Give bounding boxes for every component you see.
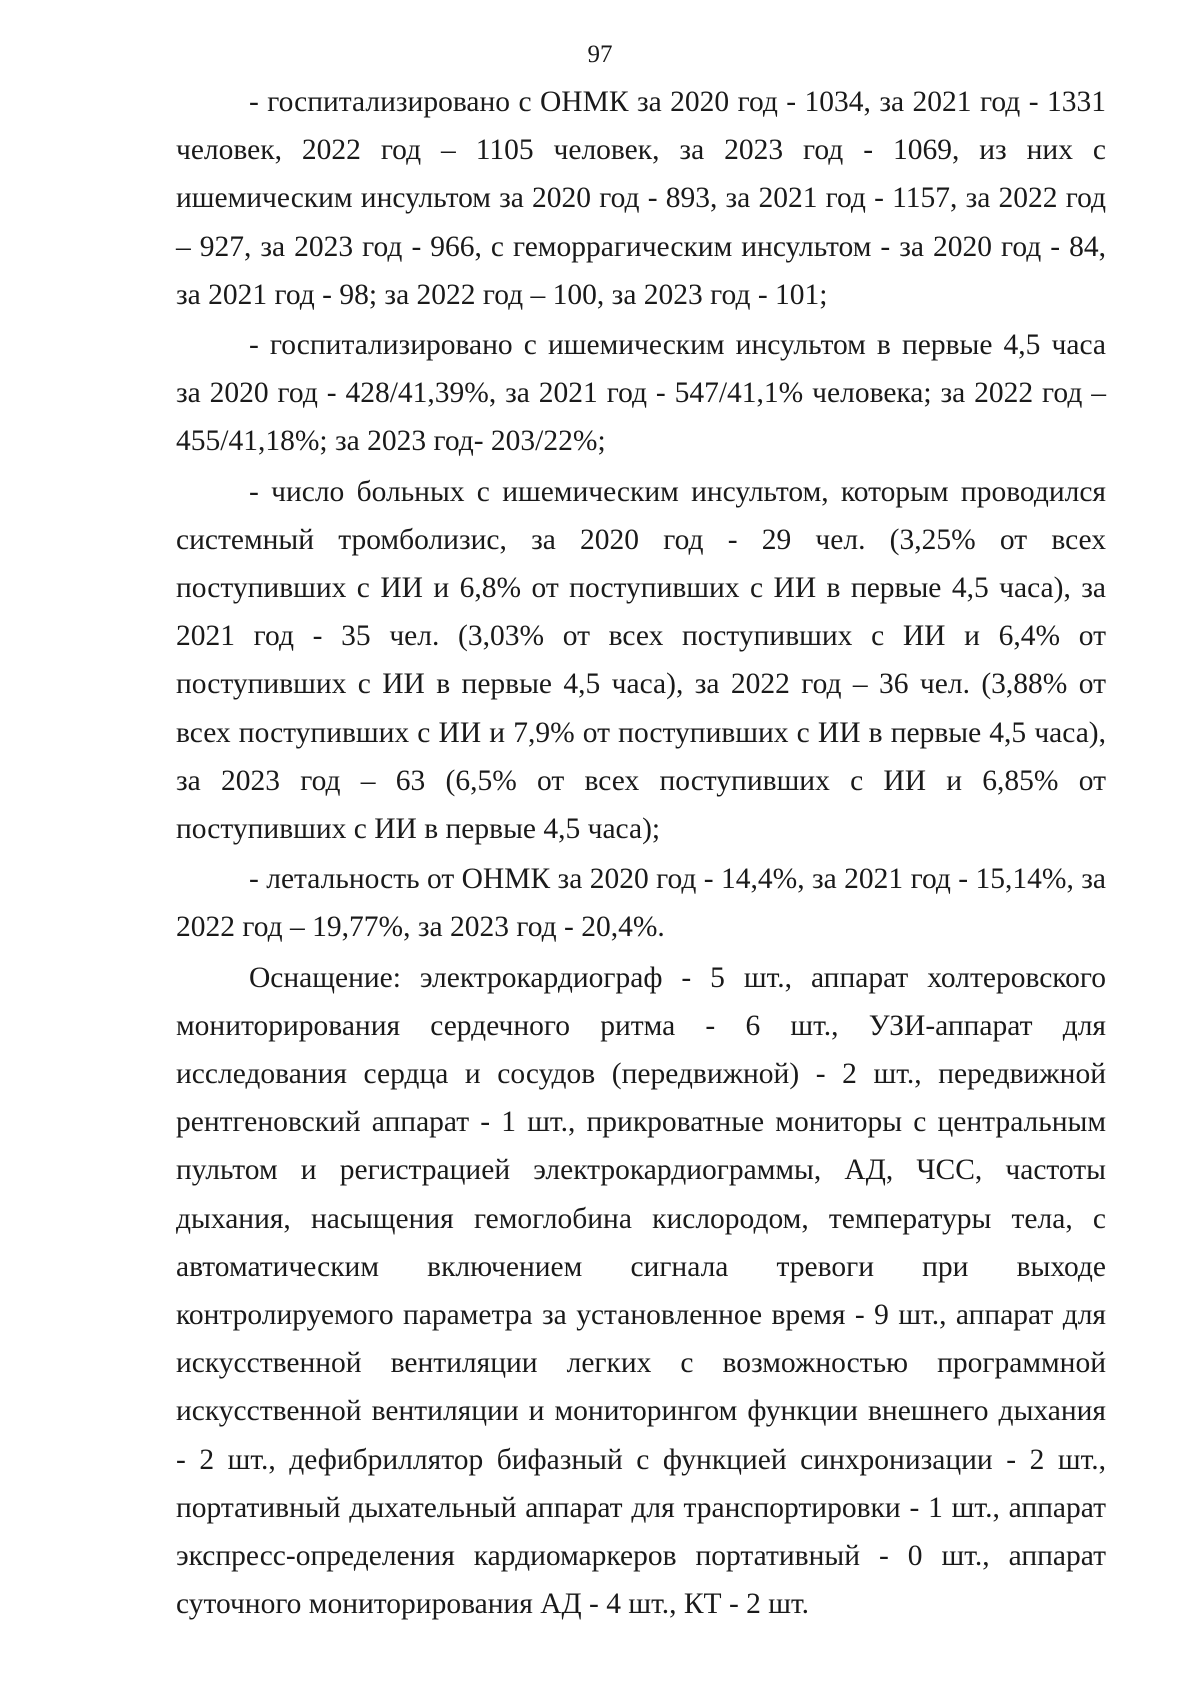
document-body bbox=[176, 78, 1106, 1631]
page-number: 97 bbox=[587, 41, 613, 68]
paragraph-equipment: Оснащение: электрокардиограф - 5 шт., аппарат холтеровского мониторирования сердечного ритма - 6 шт., УЗИ-аппарат для исследования сердца и сосудов (передвижной) - 2 шт., передвижной рентгеновский аппарат - 1 шт., прикроватные мониторы с центральным пультом и регистрацией электрокардиограммы, АД, ЧСС, частоты дыхания, насыщения гемоглобина кислородом, температуры тела, с автоматическим включением сигнала тревоги при выходе контролируемого параметра за установленное время - 9 шт., аппарат для искусственной вентиляции легких с возможностью программной искусственной вентиляции и мониторингом функции внешнего дыхания - 2 шт., дефибриллятор бифазный с функцией синхронизации - 2 шт., портативный дыхательный аппарат для транспортировки - 1 шт., аппарат экспресс-определения кардиомаркеров портативный - 0 шт., аппарат суточного мониторирования АД - 4 шт., КТ - 2 шт. bbox=[176, 961, 1106, 1621]
paragraph-thrombolysis: - число больных с ишемическим инсультом, которым проводился системный тромболизис, за 2020 год - 29 чел. (3,25% от всех поступивших с ИИ и 6,8% от поступивших с ИИ в первые 4,5 часа), за 2021 год - 35 чел. (3,03% от всех поступивших с ИИ и 6,4% от поступивших с ИИ в первые 4,5 часа), за 2022 год – 36 чел. (3,88% от всех поступивших с ИИ и 7,9% от поступивших с ИИ в первые 4,5 часа), за 2023 год – 63 (6,5% от всех поступивших с ИИ и 6,85% от поступивших с ИИ в первые 4,5 часа); bbox=[176, 475, 1106, 846]
paragraph-hospitalized-stroke: - госпитализировано с ОНМК за 2020 год - 1034, за 2021 год - 1331 человек, 2022 год – 1105 человек, за 2023 год - 1069, из них с ишемическим инсультом за 2020 год - 893, за 2021 год - 1157, за 2022 год – 927, за 2023 год - 966, с геморрагическим инсультом - за 2020 год - 84, за 2021 год - 98; за 2022 год – 100, за 2023 год - 101; bbox=[176, 86, 1106, 311]
paragraph-mortality: - летальность от ОНМК за 2020 год - 14,4%, за 2021 год - 15,14%, за 2022 год – 19,77%, за 2023 год - 20,4%. bbox=[176, 863, 1106, 944]
paragraph-hospitalized-first-hours: - госпитализировано с ишемическим инсультом в первые 4,5 часа за 2020 год - 428/41,39%, за 2021 год - 547/41,1% человека; за 2022 год – 455/41,18%; за 2023 год- 203/22%; bbox=[176, 329, 1106, 458]
